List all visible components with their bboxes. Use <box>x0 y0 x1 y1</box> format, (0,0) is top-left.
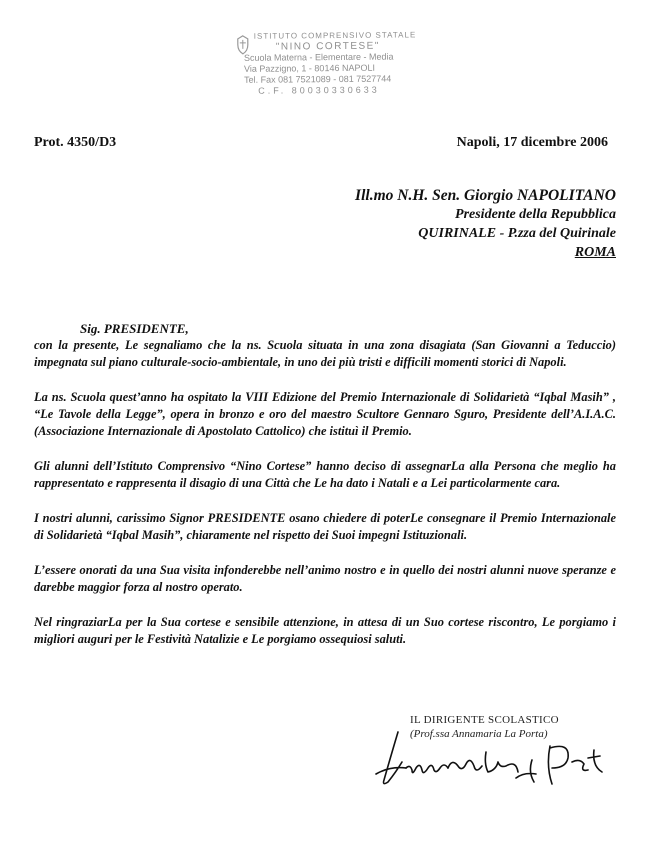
signatory-name: (Prof.ssa Annamaria La Porta) <box>410 728 548 740</box>
paragraph: con la presente, Le segnaliamo che la ns. Scuola situata in una zona disagiata (San Giovanni a Teduccio) impegnata sul piano culturale-socio-ambientale, in uno dei più tristi e difficili momenti storici di Napoli. <box>34 338 616 369</box>
letter-date: Napoli, 17 dicembre 2006 <box>456 135 608 150</box>
paragraph: La ns. Scuola quest’anno ha ospitato la VIII Edizione del Premio Internazionale di Solidarietà “Iqbal Masih” , “Le Tavole della Legge”, opera in bronzo e oro del maestro Scultore Gennaro Sguro, Presidente dell’A.I.A.C. (Associazione Internazionale di Apostolato Cattolico) che istituì il Premio. <box>34 390 616 438</box>
addressee-city: ROMA <box>574 245 616 260</box>
protocol-number: Prot. 4350/D3 <box>34 135 117 150</box>
addressee-name: Ill.mo N.H. Sen. Giorgio NAPOLITANO <box>355 187 616 204</box>
letterhead-line: C.F. 80030330633 <box>258 84 380 96</box>
handwritten-signature <box>366 722 616 807</box>
signatory-role: IL DIRIGENTE SCOLASTICO <box>410 714 559 726</box>
letterhead-line: ISTITUTO COMPRENSIVO STATALE <box>253 30 417 41</box>
letterhead-line: Via Pazzigno, 1 - 80146 NAPOLI <box>243 62 375 74</box>
letterhead-stamp <box>236 29 447 101</box>
letterhead-line: Scuola Materna - Elementare - Media <box>243 51 394 63</box>
paragraph: Nel ringraziarLa per la Sua cortese e sensibile attenzione, in attesa di un Suo cortese riscontro, Le porgiamo i migliori auguri per le Festività Natalizie e Le porgiamo ossequiosi saluti. <box>34 615 616 646</box>
letter-body <box>34 320 616 666</box>
addressee-title: Presidente della Repubblica <box>455 207 616 222</box>
paragraph: Gli alunni dell’Istituto Comprensivo “Nino Cortese” hanno deciso di assegnarLa alla Persona che meglio ha rappresentato e rappresenta il disagio di una Città che Le ha dato i Natali e a Lei particolarmente cara. <box>34 459 616 490</box>
addressee-block <box>355 186 616 262</box>
letterhead-line: "NINO CORTESE" <box>275 40 380 53</box>
paragraph: I nostri alunni, carissimo Signor PRESIDENTE osano chiedere di poterLe consegnare il Premio Internazionale di Solidarietà “Iqbal Masih”, chiaramente nel rispetto dei Suoi impegni Istituzionali. <box>34 511 616 542</box>
addressee-address: QUIRINALE - P.zza del Quirinale <box>418 226 616 241</box>
emblem-icon <box>236 35 250 55</box>
salutation: Sig. PRESIDENTE, <box>80 321 189 336</box>
letterhead-line: Tel. Fax 081 7521089 - 081 7527744 <box>244 73 392 85</box>
paragraph: L’essere onorati da una Sua visita infonderebbe nell’animo nostro e in quello dei nostri alunni nuove speranze e darebbe maggior forza al nostro operato. <box>34 563 616 594</box>
